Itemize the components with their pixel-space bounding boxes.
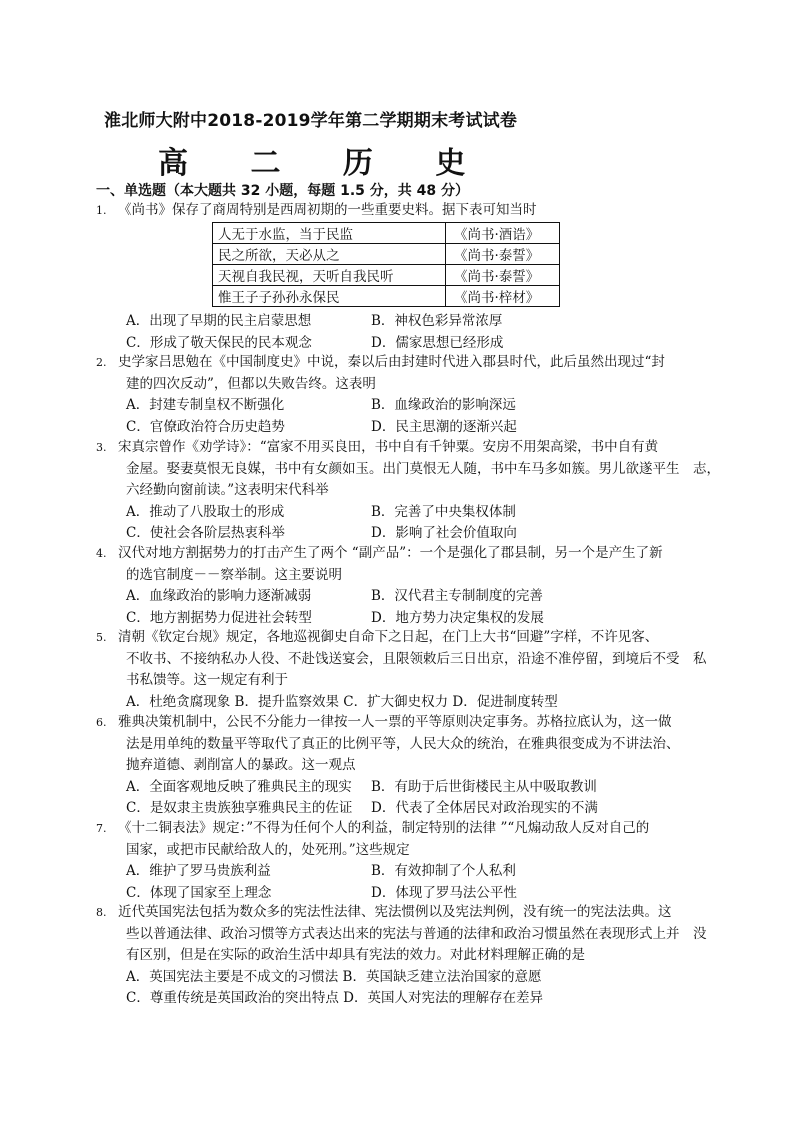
question-stem: 抛弃道德、剥削富人的暴政。这一观点 bbox=[126, 757, 356, 773]
question-stem: 不收书、不接纳私办人役、不赴饯送宴会，且限领敕后三日出京，沿途不准停留，到境后不受 私 bbox=[126, 650, 707, 667]
section-heading: 一、单选题（本大题共 32 小题，每题 1.5 分，共 48 分） bbox=[96, 183, 470, 199]
table-row bbox=[213, 265, 560, 286]
question-number: 1. bbox=[96, 204, 107, 217]
question-1-options bbox=[96, 311, 708, 354]
question-number: 7. bbox=[96, 822, 107, 835]
option-list[interactable]: A．杜绝贪腐现象 B．提升监察效果 C．扩大御史权力 D．促进制度转型 bbox=[126, 693, 558, 710]
table-row bbox=[213, 286, 560, 307]
question-4 bbox=[96, 543, 708, 629]
option-a[interactable]: A．出现了早期的民主启蒙思想 bbox=[126, 313, 312, 329]
option-c[interactable]: C．使社会各阶层热衷科举 bbox=[126, 525, 285, 541]
question-6 bbox=[96, 712, 708, 820]
question-stem: 些以普通法律、政治习惯等方式表达出来的宪法与普通的法律和政治习惯虽然在表现形式上并 没 bbox=[126, 925, 707, 942]
source-cell: 《尚书·酒诰》 bbox=[446, 223, 560, 244]
question-number: 5. bbox=[96, 631, 107, 644]
question-stem: 《尚书》保存了商周特别是西周初期的一些重要史料。据下表可知当时 bbox=[118, 202, 537, 218]
option-d[interactable]: D．代表了全体居民对政治现实的不满 bbox=[371, 800, 598, 816]
option-c[interactable]: C．是奴隶主贵族独享雅典民主的佐证 bbox=[126, 800, 353, 816]
question-stem: 汉代对地方割据势力的打击产生了两个 “副产品”：一个是强化了郡县制，另一个是产生了新 bbox=[118, 545, 663, 561]
option-a[interactable]: A．维护了罗马贵族利益 bbox=[126, 863, 271, 879]
option-d[interactable]: D．儒家思想已经形成 bbox=[371, 334, 504, 351]
question-stem: 宋真宗曾作《劝学诗》：“富家不用买良田，书中自有千钟粟。安房不用架高梁，书中自有黄 bbox=[118, 439, 659, 455]
question-stem: 史学家吕思勉在《中国制度史》中说，秦以后由封建时代进入郡县时代，此后虽然出现过“封 bbox=[118, 354, 665, 370]
question-stem: 书私馈等。这一规定有利于 bbox=[126, 672, 288, 688]
option-d[interactable]: D．体现了罗马法公平性 bbox=[371, 884, 517, 901]
question-number: 3. bbox=[96, 441, 107, 454]
exam-title: 淮北师大附中2018-2019学年第二学期期末考试试卷 bbox=[104, 111, 518, 131]
option-d[interactable]: D．地方势力决定集权的发展 bbox=[371, 609, 544, 626]
question-number: 4. bbox=[96, 547, 107, 560]
option-d[interactable]: D．民主思潮的逐渐兴起 bbox=[371, 418, 517, 435]
option-a[interactable]: A．血缘政治的影响力逐渐减弱 bbox=[126, 588, 312, 604]
option-list[interactable]: C．尊重传统是英国政治的突出特点 D．英国人对宪法的理解存在差异 bbox=[126, 990, 543, 1006]
question-stem: 清朝《钦定台规》规定，各地巡视御史自命下之日起，在门上大书“回避”字样，不许见客、 bbox=[118, 629, 659, 645]
question-stem: 法是用单纯的数量平等取代了真正的比例平等，人民大众的统治，在雅典很变成为不讲法治、 bbox=[126, 735, 680, 752]
quote-cell: 惟王子子孙孙永保民 bbox=[213, 286, 446, 307]
question-number: 8. bbox=[96, 906, 107, 919]
option-c[interactable]: C．体现了国家至上理念 bbox=[126, 884, 272, 901]
option-b[interactable]: B．汉代君主专制制度的完善 bbox=[371, 588, 543, 604]
question-7 bbox=[96, 818, 708, 904]
question-8 bbox=[96, 902, 708, 1010]
question-2 bbox=[96, 352, 708, 438]
question-stem: 《十二铜表法》规定：”不得为任何个人的利益，制定特别的法律 ”“凡煽动敌人反对自己的 bbox=[118, 820, 650, 836]
quote-cell: 民之所欲，天必从之 bbox=[213, 244, 446, 265]
question-stem: 六经勤向窗前读。”这表明宋代科举 bbox=[126, 482, 329, 498]
question-stem: 雅典决策机制中，公民不分能力一律按一人一票的平等原则决定事务。苏格拉底认为，这一做 bbox=[118, 714, 672, 730]
option-b[interactable]: B．血缘政治的影响深远 bbox=[371, 397, 516, 413]
option-list[interactable]: A．英国宪法主要是不成文的习惯法 B．英国缺乏建立法治国家的意愿 bbox=[126, 968, 542, 985]
source-cell: 《尚书·泰誓》 bbox=[446, 265, 560, 286]
question-stem: 建的四次反动”，但都以失败告终。这表明 bbox=[126, 375, 376, 392]
question-stem: 有区别，但是在实际的政治生活中却具有宪法的效力。对此材料理解正确的是 bbox=[126, 947, 585, 963]
option-b[interactable]: B．有效抑制了个人私利 bbox=[371, 863, 516, 879]
quote-cell: 人无于水监，当于民监 bbox=[213, 223, 446, 244]
question-3 bbox=[96, 437, 720, 545]
source-cell: 《尚书·泰誓》 bbox=[446, 244, 560, 265]
question-5 bbox=[96, 627, 708, 713]
question-1 bbox=[96, 200, 708, 222]
quote-cell: 天视自我民视，天听自我民听 bbox=[213, 265, 446, 286]
subject-title: 高 二 历 史 bbox=[158, 146, 492, 181]
question-number: 2. bbox=[96, 356, 107, 369]
option-a[interactable]: A．推动了八股取士的形成 bbox=[126, 503, 285, 520]
option-a[interactable]: A．全面客观地反映了雅典民主的现实 bbox=[126, 778, 352, 795]
question-stem: 的选官制度－－察举制。这主要说明 bbox=[126, 566, 342, 583]
table-row bbox=[213, 244, 560, 265]
option-b[interactable]: B．有助于后世街楼民主从中吸取教训 bbox=[371, 778, 597, 795]
question-stem: 近代英国宪法包括为数众多的宪法性法律、宪法惯例以及宪法判例，没有统一的宪法法典。这 bbox=[118, 904, 672, 920]
option-d[interactable]: D．影响了社会价值取向 bbox=[371, 525, 517, 541]
option-b[interactable]: B．神权色彩异常浓厚 bbox=[371, 313, 503, 329]
question-stem: 国家，或把市民献给敌人的，处死刑。”这些规定 bbox=[126, 841, 410, 858]
option-a[interactable]: A．封建专制皇权不断强化 bbox=[126, 397, 285, 413]
source-cell: 《尚书·梓材》 bbox=[446, 286, 560, 307]
option-c[interactable]: C．形成了敬天保民的民本观念 bbox=[126, 334, 312, 351]
option-c[interactable]: C．地方割据势力促进社会转型 bbox=[126, 609, 312, 626]
question-stem: 金屋。娶妻莫恨无良媒，书中有女颜如玉。出门莫恨无人随，书中车马多如簇。男儿欲遂平生 志， bbox=[126, 460, 720, 477]
option-b[interactable]: B．完善了中央集权体制 bbox=[371, 503, 516, 520]
quote-table bbox=[212, 222, 560, 307]
table-row bbox=[213, 223, 560, 244]
option-c[interactable]: C．官僚政治符合历史趋势 bbox=[126, 418, 285, 435]
question-number: 6. bbox=[96, 716, 107, 729]
